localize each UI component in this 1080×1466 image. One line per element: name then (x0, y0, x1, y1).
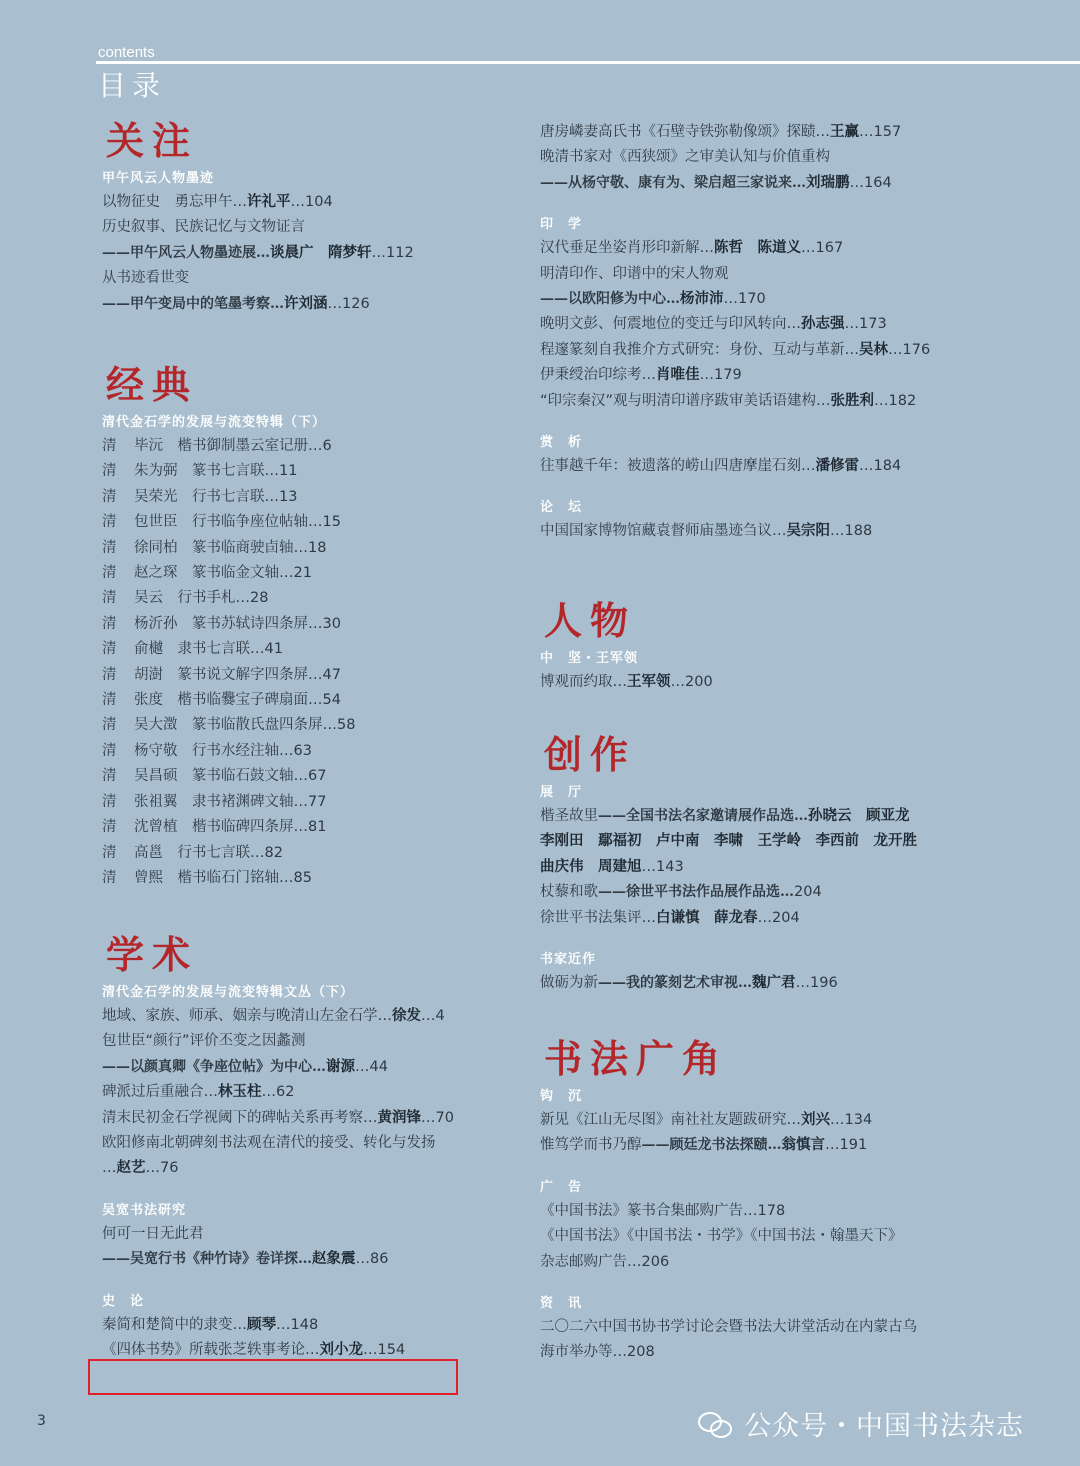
entry-author: 许礼平 (247, 194, 291, 210)
entry-title: 从书迹看世变 (102, 270, 189, 287)
toc-entry[interactable] (102, 190, 532, 215)
entry-page: …76 (145, 1160, 179, 1177)
subsection-title: 论 坛 (540, 500, 583, 516)
toc-entry[interactable] (102, 215, 532, 240)
entry-author: 吴林 (859, 341, 888, 358)
group-gap (102, 1182, 532, 1196)
entry-author: 刘小龙 (319, 1342, 363, 1359)
entry-page: …204 (757, 909, 800, 926)
entry-title: 地域、家族、师承、姻亲与晚清山左金石学… (102, 1008, 392, 1024)
subsection-title: 印 学 (540, 217, 583, 233)
entry-author: 林玉柱 (218, 1084, 262, 1101)
dynasty: 清 (102, 768, 117, 785)
subsection-title: 史 论 (102, 1293, 145, 1309)
entry-page: …191 (825, 1137, 868, 1154)
toc-entry[interactable] (540, 363, 1000, 388)
subsection-title: 书家近作 (540, 952, 597, 968)
dynasty: 清 (102, 793, 117, 810)
entry-title: … (102, 1160, 117, 1177)
entry-subtitle: ——从杨守敬、康有为、梁启超三家说来… (540, 174, 806, 191)
group-gap (540, 1275, 1000, 1289)
entry-page: …170 (723, 291, 766, 308)
toc-entry[interactable] (102, 1156, 532, 1181)
dynasty: 清 (102, 666, 117, 683)
entry-page: …196 (795, 975, 838, 992)
entry-title: 《中国书法》《中国书法・书学》《中国书法・翰墨天下》 (540, 1228, 903, 1245)
toc-entry[interactable] (102, 1222, 532, 1247)
entry-title: 毕沅 楷书御制墨云室记册…6 (134, 438, 332, 454)
toc-entry[interactable] (102, 241, 532, 266)
entry-title: 唐房嶙妻高氏书《石壁寺铁弥勒像颂》探赜… (540, 124, 830, 140)
toc-entry[interactable] (102, 510, 532, 535)
dynasty: 清 (102, 438, 117, 454)
entry-title: 胡澍 篆书说文解字四条屏…47 (134, 666, 341, 683)
dynasty: 清 (102, 565, 117, 582)
entry-title: 程邃篆刻自我推介方式研究：身份、互动与革新… (540, 341, 859, 358)
entry-author: 孙志强 (801, 316, 845, 333)
toc-entry[interactable] (102, 764, 532, 789)
entry-author: 潘修雷 (815, 458, 859, 475)
entry-page: …143 (641, 858, 684, 875)
entry-author: 张胜利 (830, 392, 875, 409)
toc-entry[interactable] (540, 1250, 1000, 1275)
section-title: 关注 (106, 118, 199, 163)
toc-entry[interactable] (540, 262, 1000, 287)
entry-title: 清末民初金石学视阈下的碑帖关系再考察… (102, 1109, 378, 1126)
toc-entry[interactable] (102, 815, 532, 840)
entry-title: 杨沂孙 篆书苏轼诗四条屏…30 (134, 615, 341, 632)
entry-title: 曾熙 楷书临石门铭轴…85 (134, 869, 312, 886)
entry-title: 碑派过后重融合… (102, 1084, 218, 1101)
toc-entry[interactable] (540, 389, 1000, 414)
toc-entry[interactable] (102, 1080, 532, 1105)
entry-author: 李刚田 鄢福初 卢中南 李啸 王学岭 李西前 龙开胜 (540, 833, 917, 850)
toc-entry[interactable] (540, 1340, 1000, 1365)
entry-title: 惟笃学而书乃醇 (540, 1137, 642, 1154)
dynasty: 清 (102, 742, 117, 759)
toc-section (102, 118, 532, 317)
entry-subtitle: ——全国书法名家邀请展作品选… (598, 808, 808, 824)
entry-page: …70 (421, 1109, 454, 1126)
section-title: 经典 (106, 362, 199, 407)
toc-section (540, 598, 1000, 695)
wechat-icon (698, 1410, 734, 1438)
entry-author: 刘兴 (801, 1112, 830, 1128)
entry-title: 包世臣 行书临争座位帖轴…15 (134, 514, 341, 531)
entry-title: 晚清书家对《西狭颂》之审美认知与价值重构 (540, 149, 830, 166)
toc-entry[interactable] (102, 841, 532, 866)
watermark-text: 公众号・中国书法杂志 (744, 1411, 1024, 1442)
entry-author: 谈晨广 隋梦轩 (270, 244, 372, 261)
toc-entry[interactable] (102, 612, 532, 637)
entry-title: 海市举办等…208 (540, 1344, 655, 1361)
toc-entry[interactable] (540, 829, 1000, 854)
entry-title: 杖藜和歌 (540, 884, 598, 901)
toc-section (540, 732, 1000, 996)
toc-entry[interactable] (540, 236, 1000, 261)
entry-author: 吴宗阳 (786, 523, 830, 540)
toc-section (540, 1036, 1000, 1366)
toc-section (102, 362, 532, 891)
entry-title: 包世臣“颜行”评价丕变之因蠡测 (102, 1033, 306, 1050)
entry-author: 翁慎言 (781, 1137, 825, 1154)
subsection-title: 中 坚・王军领 (540, 651, 639, 666)
entry-title: 以物征史 勇忘甲午… (102, 194, 247, 210)
entry-title: 沈曾植 楷书临碑四条屏…81 (134, 819, 327, 836)
toc-entry[interactable] (102, 536, 532, 561)
entry-author: 赵艺 (116, 1160, 146, 1177)
section-title: 创作 (544, 732, 637, 777)
subsection-title: 钩 沉 (540, 1089, 583, 1104)
entry-subtitle: ——顾廷龙书法探赜… (641, 1137, 782, 1154)
toc-entry[interactable] (102, 1029, 532, 1054)
entry-title: 晚明文彭、何震地位的变迁与印风转向… (540, 316, 801, 333)
group-gap (540, 414, 1000, 428)
entry-page: …179 (699, 367, 742, 384)
entry-title: 欧阳修南北朝碑刻书法观在清代的接受、转化与发扬 (102, 1135, 436, 1152)
toc-entry[interactable] (540, 880, 1000, 905)
toc-entry[interactable] (540, 120, 1000, 145)
toc-entry[interactable] (540, 670, 1000, 695)
watermark (698, 1404, 1024, 1443)
entry-title: 吴云 行书手札…28 (134, 590, 269, 607)
entry-page: …86 (355, 1251, 389, 1268)
entry-title: 中国国家博物馆藏袁督师庙墨迹刍议… (540, 523, 787, 540)
entry-author: 黄润锋 (377, 1109, 421, 1126)
toc-entry[interactable] (540, 855, 1000, 880)
section-title: 人物 (544, 598, 637, 643)
dynasty: 清 (102, 692, 117, 709)
toc-entry[interactable] (102, 663, 532, 688)
toc-entry[interactable] (102, 713, 532, 738)
entry-page: …44 (355, 1058, 388, 1075)
entry-title: 《四体书势》所载张芝轶事考论… (102, 1342, 320, 1359)
toc-entry[interactable] (540, 1315, 1000, 1340)
dynasty: 清 (102, 514, 117, 531)
subsection-title: 吴宽书法研究 (102, 1202, 187, 1218)
toc-entry[interactable] (540, 1199, 1000, 1224)
entry-page: …154 (363, 1342, 406, 1359)
entry-author: 许刘涵 (284, 295, 328, 312)
entry-title: 二〇二六中国书协书学讨论会暨书法大讲堂活动在内蒙古乌 (540, 1319, 917, 1336)
toc-entry[interactable] (540, 971, 1000, 996)
entry-title: 朱为弼 篆书七言联…11 (134, 463, 298, 480)
entry-title: 何可一日无此君 (102, 1225, 204, 1242)
toc-entry[interactable] (102, 1106, 532, 1131)
entry-title: 汉代垂足坐姿肖形印新解… (540, 240, 714, 257)
entry-title: 博观而约取… (540, 674, 627, 690)
toc-entry[interactable] (540, 145, 1000, 170)
entry-page: …182 (874, 392, 917, 409)
dynasty: 清 (102, 590, 117, 607)
entry-author: 谢源 (326, 1058, 355, 1075)
entry-title: 楷圣故里 (540, 808, 598, 824)
subsection-title: 资 讯 (540, 1296, 583, 1312)
entry-title: 做砺为新 (540, 975, 598, 992)
toc-entry[interactable] (102, 1247, 532, 1272)
entry-title: 赵之琛 篆书临金文轴…21 (134, 565, 312, 582)
section-title: 书法广角 (544, 1036, 729, 1081)
entry-subtitle: ——吴宽行书《种竹诗》卷详探… (102, 1251, 312, 1268)
toc-entry[interactable] (102, 688, 532, 713)
entry-title: 吴荣光 行书七言联…13 (134, 488, 298, 505)
entry-subtitle: ——甲午变局中的笔墨考察… (102, 295, 284, 312)
entry-page: …4 (421, 1008, 445, 1024)
toc-entry[interactable] (102, 586, 532, 611)
entry-page: …112 (371, 244, 414, 261)
toc-entry[interactable] (102, 1004, 532, 1029)
toc-entry[interactable] (102, 790, 532, 815)
toc-entry[interactable] (540, 338, 1000, 363)
toc-entry[interactable] (540, 1224, 1000, 1249)
entry-title: 历史叙事、民族记忆与文物证言 (102, 219, 305, 236)
entry-author: 杨沛沛 (680, 291, 724, 308)
entry-author: 魏广君 (752, 975, 796, 992)
page-title: 目录 (98, 69, 167, 102)
group-gap (540, 1159, 1000, 1173)
entry-page: …200 (670, 674, 713, 690)
toc-entry[interactable] (102, 266, 532, 291)
entry-title: 往事越千年：被遗落的崂山四唐摩崖石刻… (540, 458, 816, 475)
dynasty: 清 (102, 844, 117, 861)
toc-entry[interactable] (102, 637, 532, 662)
entry-title: 张度 楷书临爨宝子碑扇面…54 (134, 692, 341, 709)
entry-title: 杂志邮购广告…206 (540, 1253, 670, 1270)
entry-page: …148 (276, 1316, 319, 1333)
entry-subtitle: ——以欧阳修为中心… (540, 291, 680, 308)
entry-subtitle: ——以颜真卿《争座位帖》为中心… (102, 1058, 326, 1075)
entry-author: 刘瑞鹏 (806, 174, 850, 191)
entry-title: 新见《江山无尽图》南社社友题跋研究… (540, 1112, 801, 1128)
entry-title: 《中国书法》篆书合集邮购广告…178 (540, 1202, 786, 1219)
subsection-title: 清代金石学的发展与流变特辑（下） (102, 415, 327, 430)
dynasty: 清 (102, 539, 117, 556)
dynasty: 清 (102, 615, 117, 632)
entry-page: …173 (844, 316, 887, 333)
toc-entry[interactable] (540, 804, 1000, 829)
entry-page: …157 (859, 124, 902, 140)
subsection-title: 甲午风云人物墨迹 (102, 171, 215, 186)
group-gap (102, 1273, 532, 1287)
group-gap (540, 196, 1000, 210)
toc-entry[interactable] (540, 171, 1000, 196)
entry-title: 徐同柏 篆书临商驶卣轴…18 (134, 539, 327, 556)
header-en: contents (98, 44, 155, 61)
entry-subtitle: ——甲午风云人物墨迹展… (102, 244, 270, 261)
entry-title: 吴大澂 篆书临散氏盘四条屏…58 (134, 717, 356, 734)
entry-author: 陈哲 陈道义 (714, 240, 801, 257)
subsection-title: 赏 析 (540, 435, 583, 451)
dynasty: 清 (102, 869, 117, 886)
subsection-title: 展 厅 (540, 785, 583, 800)
toc-entry[interactable] (540, 1133, 1000, 1158)
toc-entry[interactable] (102, 1131, 532, 1156)
entry-title: “印宗秦汉”观与明清印谱序跋审美话语建构… (540, 392, 831, 409)
entry-author: 王赢 (830, 124, 859, 140)
toc-entry[interactable] (540, 312, 1000, 337)
header-rule (96, 61, 1080, 64)
toc-entry[interactable] (102, 561, 532, 586)
entry-title: 伊秉绶治印综考… (540, 367, 656, 384)
entry-author: 顾琴 (247, 1316, 276, 1333)
entry-author: 曲庆伟 周建旭 (540, 858, 642, 875)
entry-page: …164 (849, 174, 892, 191)
subsection-title: 广 告 (540, 1179, 583, 1195)
entry-author: 肖唯佳 (656, 367, 700, 384)
entry-page: …176 (888, 341, 931, 358)
section-title: 学术 (106, 932, 199, 977)
group-gap (540, 479, 1000, 493)
toc-entry[interactable] (102, 866, 532, 891)
entry-title: 秦简和楚简中的隶变… (102, 1316, 247, 1333)
toc-entry[interactable] (540, 519, 1000, 544)
dynasty: 清 (102, 717, 117, 734)
entry-page: …167 (801, 240, 844, 257)
dynasty: 清 (102, 463, 117, 480)
subsection-title: 清代金石学的发展与流变特辑文丛（下） (102, 985, 355, 1000)
toc-entry[interactable] (540, 287, 1000, 312)
entry-title: 杨守敬 行书水经注轴…63 (134, 742, 312, 759)
entry-page: 204 (794, 884, 822, 901)
toc-entry[interactable] (102, 434, 532, 459)
entry-page: …188 (830, 523, 873, 540)
highlight-box (88, 1359, 458, 1395)
entry-subtitle: ——我的篆刻艺术审视… (598, 975, 752, 992)
entry-title: 徐世平书法集评… (540, 909, 656, 926)
toc-entry[interactable] (540, 1108, 1000, 1133)
entry-author: 白谦慎 薛龙春 (656, 909, 758, 926)
toc-entry[interactable] (102, 485, 532, 510)
entry-subtitle: ——徐世平书法作品展作品选… (598, 884, 794, 901)
entry-page: …126 (327, 295, 370, 312)
entry-title: 吴昌硕 篆书临石鼓文轴…67 (134, 768, 327, 785)
toc-entry[interactable] (540, 906, 1000, 931)
toc-entry[interactable] (102, 1313, 532, 1338)
entry-author: 孙晓云 顾亚龙 (808, 808, 910, 824)
dynasty: 清 (102, 488, 117, 505)
toc-entry[interactable] (102, 459, 532, 484)
toc-section (102, 932, 532, 1363)
toc-entry[interactable] (102, 739, 532, 764)
toc-section (540, 120, 1000, 545)
toc-entry[interactable] (102, 292, 532, 317)
entry-title: 高邕 行书七言联…82 (134, 844, 283, 861)
page-number: 3 (37, 1413, 46, 1429)
group-gap (540, 931, 1000, 945)
entry-title: 张祖翼 隶书褚渊碑文轴…77 (134, 793, 327, 810)
entry-page: …62 (261, 1084, 295, 1101)
entry-title: 明清印作、印谱中的宋人物观 (540, 265, 729, 282)
entry-page: …184 (859, 458, 902, 475)
entry-page: …104 (290, 194, 333, 210)
entry-author: 徐发 (392, 1008, 421, 1024)
toc-entry[interactable] (102, 1055, 532, 1080)
entry-author: 赵象震 (312, 1251, 356, 1268)
dynasty: 清 (102, 641, 117, 658)
dynasty: 清 (102, 819, 117, 836)
entry-page: …134 (830, 1112, 873, 1128)
toc-entry[interactable] (540, 454, 1000, 479)
entry-author: 王军领 (627, 674, 671, 690)
entry-title: 俞樾 隶书七言联…41 (134, 641, 283, 658)
